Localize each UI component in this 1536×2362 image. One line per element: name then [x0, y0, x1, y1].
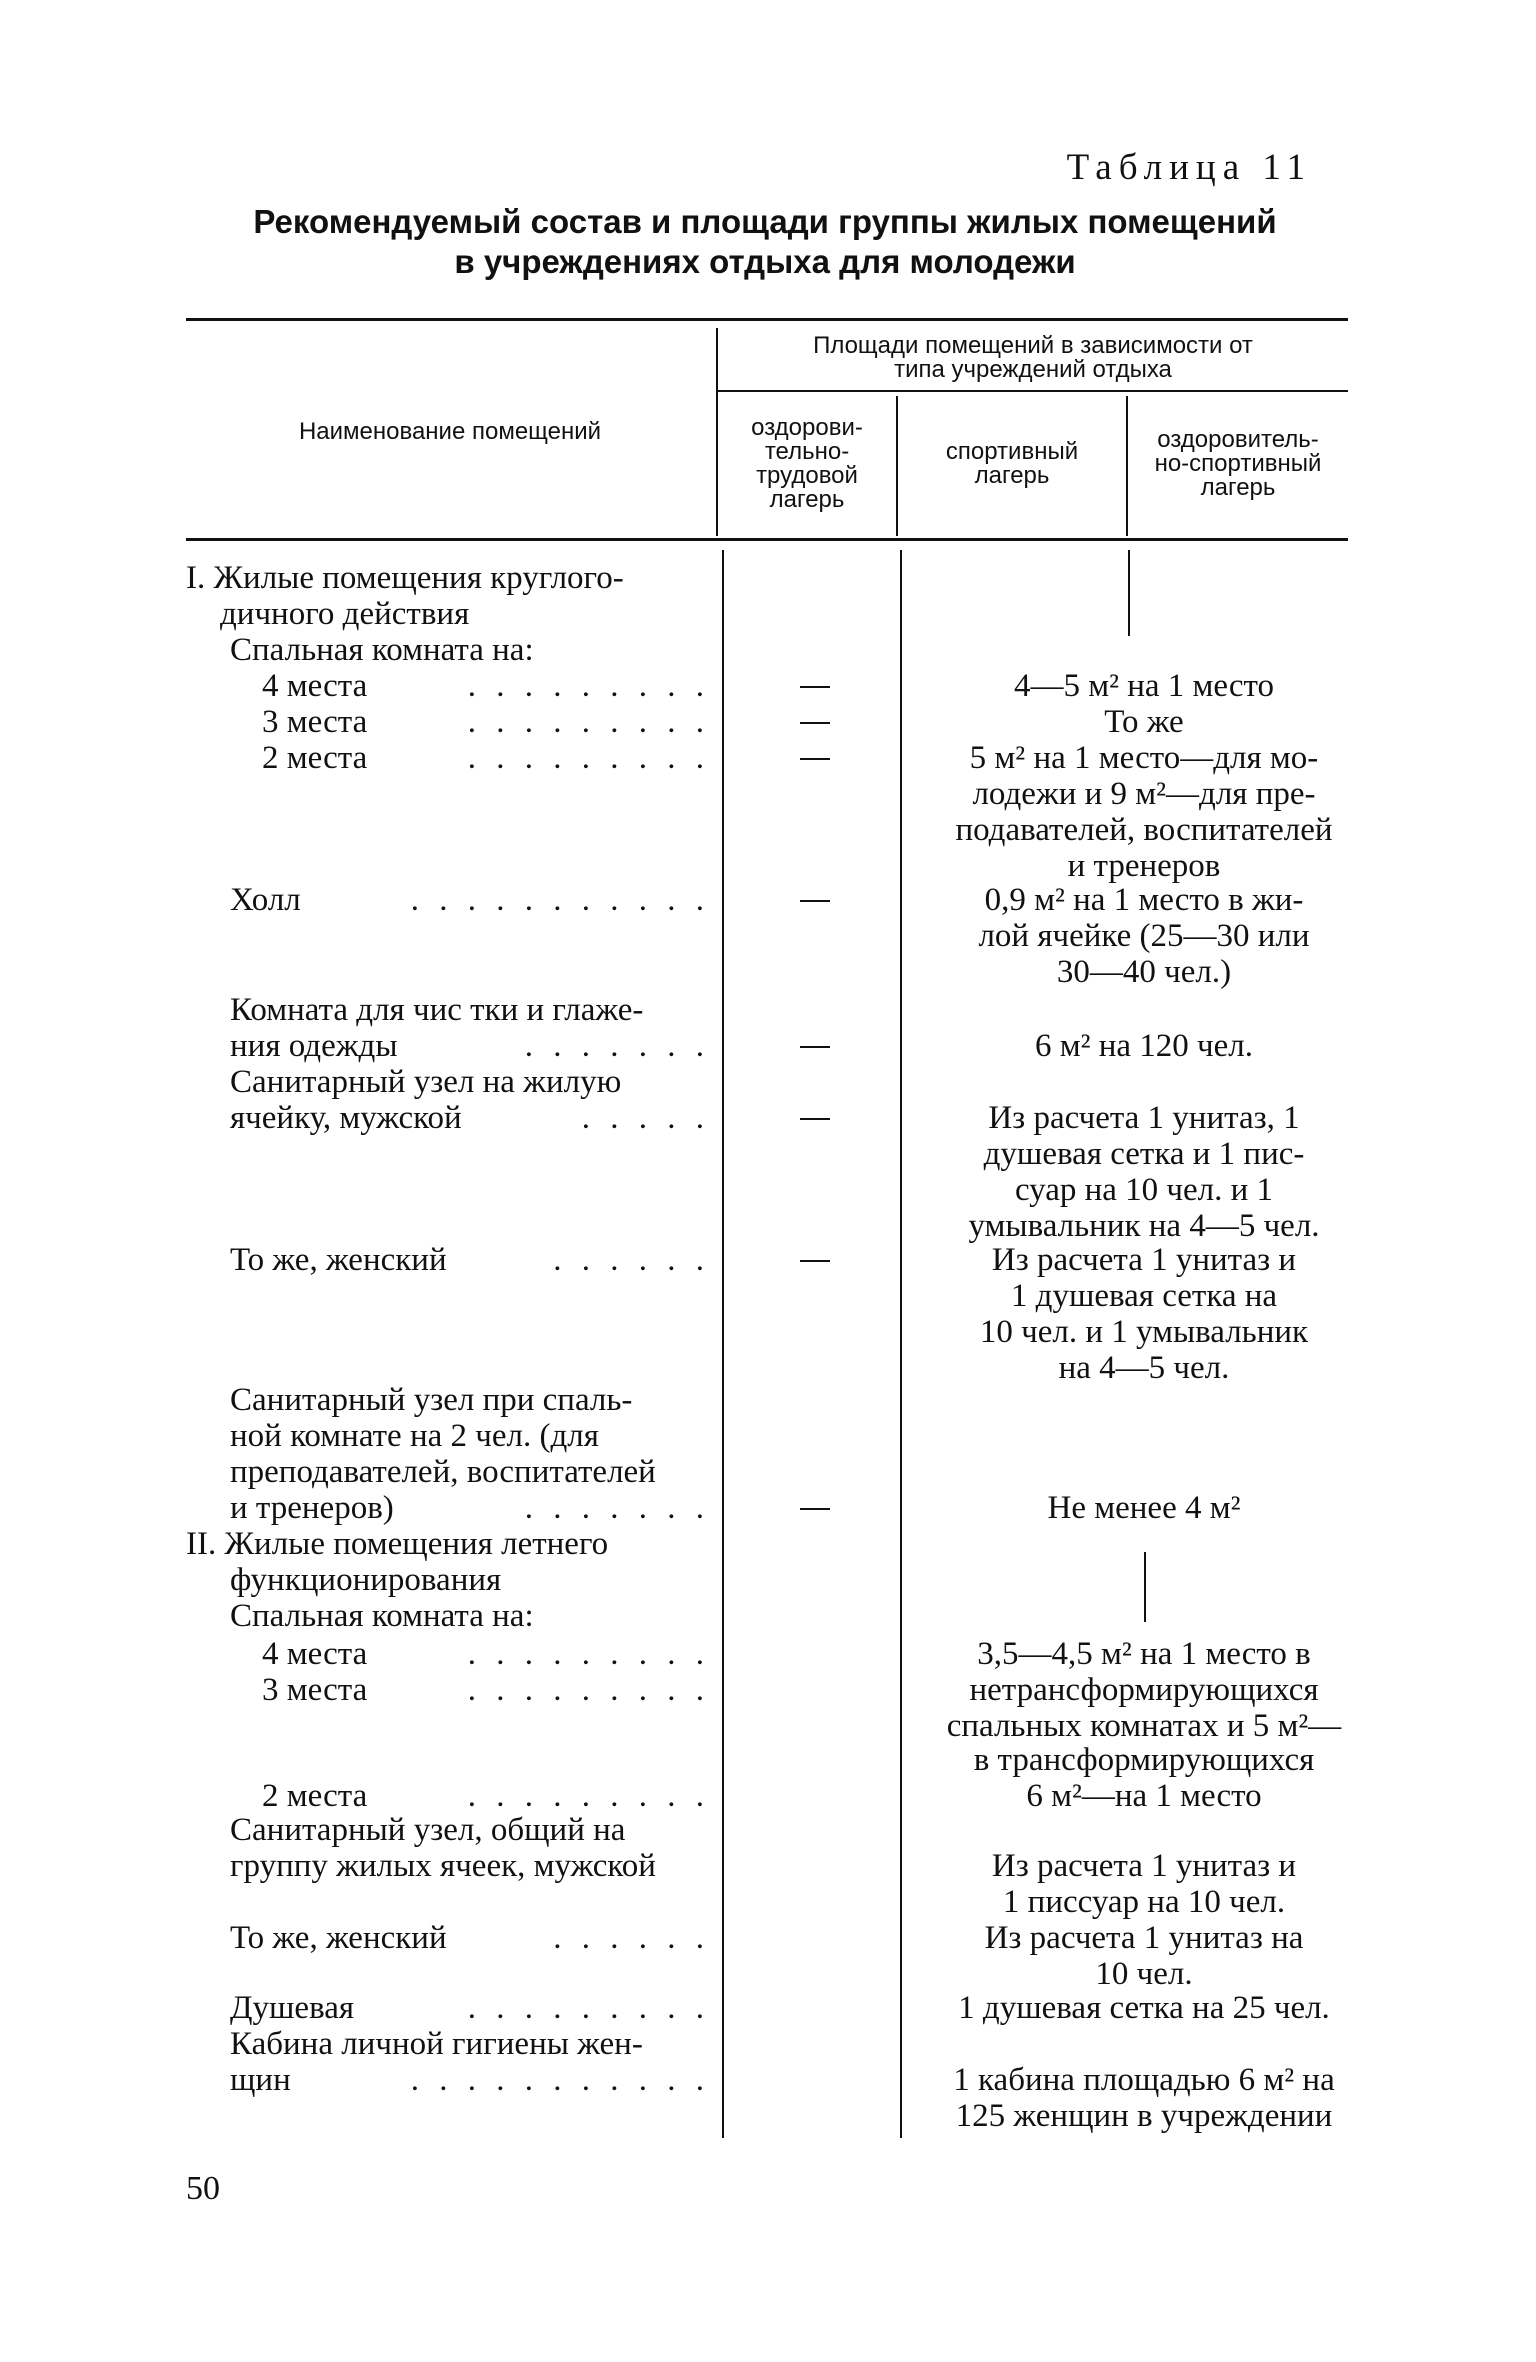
row-label: Спальная комната на:: [230, 1598, 534, 1634]
header-col-2-line: спортивный: [945, 438, 1079, 465]
table-row: [0, 632, 1536, 668]
value-line: 1 душевая сетка на 25 чел.: [958, 1990, 1330, 2026]
value-line: Из расчета 1 унитаз и: [991, 1242, 1297, 1278]
header-col-1-line: лагерь: [769, 486, 845, 513]
header-col-3-line: но-спортивный: [1154, 450, 1322, 477]
header-group: [718, 334, 1348, 382]
table-row: [0, 1812, 1536, 1848]
row-label: 3 места: [262, 704, 368, 740]
row-leader-dots: . . . . . . . . .: [467, 1672, 710, 1708]
value-line: 30—40 чел.): [1056, 954, 1232, 990]
empty-cell-dash: [800, 722, 830, 724]
row-label: То же, женский: [230, 1920, 447, 1956]
table-row: [0, 1598, 1536, 1634]
body-column-divider: [722, 550, 724, 2138]
row-label: II. Жилые помещения летнего: [186, 1526, 609, 1562]
header-group-rule: [718, 390, 1348, 392]
row-label: Комната для чис тки и глаже-: [230, 992, 644, 1028]
row-leader-dots: . . . . . . . . .: [467, 1636, 710, 1672]
value-line: суар на 10 чел. и 1: [1014, 1172, 1274, 1208]
table-title: [190, 202, 1340, 282]
value-line: 6 м²—на 1 место: [1026, 1778, 1262, 1814]
row-label: группу жилых ячеек, мужской: [230, 1848, 656, 1884]
row-label: Холл: [230, 882, 301, 918]
value-line: 6 м² на 120 чел.: [1034, 1028, 1254, 1064]
value-line: Из расчета 1 унитаз, 1: [988, 1100, 1300, 1136]
page-number: 50: [186, 2170, 220, 2207]
row-leader-dots: . . . . . . .: [524, 1028, 710, 1064]
row-label: щин: [230, 2062, 291, 2098]
row-label: Санитарный узел, общий на: [230, 1812, 626, 1848]
value-line: нетрансформирующихся: [969, 1672, 1319, 1708]
value-line: 5 м² на 1 место—для мо-: [969, 740, 1319, 776]
row-label: дичного действия: [220, 596, 470, 632]
row-label: Кабина личной гигиены жен-: [230, 2026, 643, 2062]
empty-cell-dash: [800, 758, 830, 760]
value-line: 4—5 м² на 1 место: [1013, 668, 1275, 704]
value-line: 0,9 м² на 1 место в жи-: [984, 882, 1304, 918]
row-leader-dots: . . . . . . . . . . .: [410, 2062, 710, 2098]
row-label: преподавателей, воспитателей: [230, 1454, 656, 1490]
value-line: на 4—5 чел.: [1058, 1350, 1230, 1386]
header-bottom-rule: [186, 538, 1348, 541]
header-name-column: Наименование помещений: [298, 418, 602, 445]
table-row: [0, 992, 1536, 1028]
value-line: спальных комнатах и 5 м²—: [946, 1708, 1342, 1744]
value-line: 1 писсуар на 10 чел.: [1002, 1884, 1286, 1920]
row-label: ячейку, мужской: [230, 1100, 462, 1136]
table-row: [0, 1562, 1536, 1598]
value-line: и тренеров: [1067, 848, 1221, 884]
value-line: Из расчета 1 унитаз на: [984, 1920, 1304, 1956]
header-group-line: типа учреждений отдыха: [894, 356, 1172, 383]
header-col-3: [1128, 428, 1348, 500]
empty-cell-dash: [800, 1046, 830, 1048]
row-label: То же, женский: [230, 1242, 447, 1278]
row-label: Душевая: [230, 1990, 355, 2026]
row-leader-dots: . . . . . .: [553, 1242, 710, 1278]
value-line: То же: [1104, 704, 1184, 740]
empty-cell-dash: [800, 1508, 830, 1510]
header-col-3-line: лагерь: [1200, 474, 1276, 501]
row-leader-dots: . . . . .: [581, 1100, 710, 1136]
value-line: 10 чел.: [1095, 1956, 1193, 1992]
row-label: 2 места: [262, 740, 368, 776]
row-label: 4 места: [262, 1636, 368, 1672]
table-row: [0, 2026, 1536, 2062]
empty-cell-dash: [800, 686, 830, 688]
table-top-rule: [186, 318, 1348, 321]
row-label: Санитарный узел при спаль-: [230, 1382, 633, 1418]
value-line: лой ячейке (25—30 или: [978, 918, 1310, 954]
row-label: ния одежды: [230, 1028, 398, 1064]
row-leader-dots: . . . . . . . . .: [467, 740, 710, 776]
header-col-2: [898, 440, 1126, 488]
table-row: [0, 1454, 1536, 1490]
row-leader-dots: . . . . . . . . .: [467, 668, 710, 704]
row-label: 3 места: [262, 1672, 368, 1708]
table-row: [0, 1526, 1536, 1562]
header-col-1-line: оздорови-: [751, 414, 863, 441]
row-label: ной комнате на 2 чел. (для: [230, 1418, 599, 1454]
value-line: Не менее 4 м²: [1047, 1490, 1241, 1526]
header-col-2-line: лагерь: [974, 462, 1050, 489]
table-title-line: в учреждениях отдыха для молодежи: [454, 243, 1076, 280]
value-line: 3,5—4,5 м² на 1 место в: [977, 1636, 1311, 1672]
header-col-1-line: тельно-: [764, 438, 850, 465]
value-line: лодежи и 9 м²—для пре-: [972, 776, 1316, 812]
value-line: душевая сетка и 1 пис-: [983, 1136, 1305, 1172]
body-column-divider: [900, 550, 902, 2138]
value-line: 10 чел. и 1 умывальник: [979, 1314, 1309, 1350]
value-line: подавателей, воспитателей: [955, 812, 1333, 848]
row-leader-dots: . . . . . . . . .: [467, 1990, 710, 2026]
empty-cell-dash: [800, 1118, 830, 1120]
row-label: и тренеров): [230, 1490, 394, 1526]
table-row: [0, 596, 1536, 632]
value-line: 1 кабина площадью 6 м² на: [953, 2062, 1335, 2098]
value-line: 1 душевая сетка на: [1010, 1278, 1278, 1314]
row-label: Санитарный узел на жилую: [230, 1064, 622, 1100]
row-label: 2 места: [262, 1778, 368, 1814]
value-line: Из расчета 1 унитаз и: [991, 1848, 1297, 1884]
row-leader-dots: . . . . . . . . .: [467, 1778, 710, 1814]
row-leader-dots: . . . . . . . . .: [467, 704, 710, 740]
row-leader-dots: . . . . . .: [553, 1920, 710, 1956]
table-title-line: Рекомендуемый состав и площади группы жилых помещений: [253, 203, 1277, 240]
value-line: 125 женщин в учреждении: [955, 2098, 1333, 2134]
header-col-1-line: трудовой: [756, 462, 858, 489]
table-row: [0, 1418, 1536, 1454]
row-label: 4 места: [262, 668, 368, 704]
row-label: Спальная комната на:: [230, 632, 534, 668]
value-line: в трансформирующихся: [973, 1742, 1315, 1778]
table-row: [0, 1064, 1536, 1100]
header-col-1: [718, 416, 896, 512]
row-label: I. Жилые помещения круглого-: [186, 560, 624, 596]
row-leader-dots: . . . . . . .: [524, 1490, 710, 1526]
empty-cell-dash: [800, 900, 830, 902]
table-caption: Таблица 11: [1066, 147, 1312, 188]
row-leader-dots: . . . . . . . . . . .: [410, 882, 710, 918]
header-col-3-line: оздоровитель-: [1157, 426, 1319, 453]
empty-cell-dash: [800, 1260, 830, 1262]
header-group-line: Площади помещений в зависимости от: [813, 332, 1253, 359]
row-label: функционирования: [230, 1562, 502, 1598]
table-row: [0, 1382, 1536, 1418]
table-row: [0, 560, 1536, 596]
value-line: умывальник на 4—5 чел.: [968, 1208, 1320, 1244]
